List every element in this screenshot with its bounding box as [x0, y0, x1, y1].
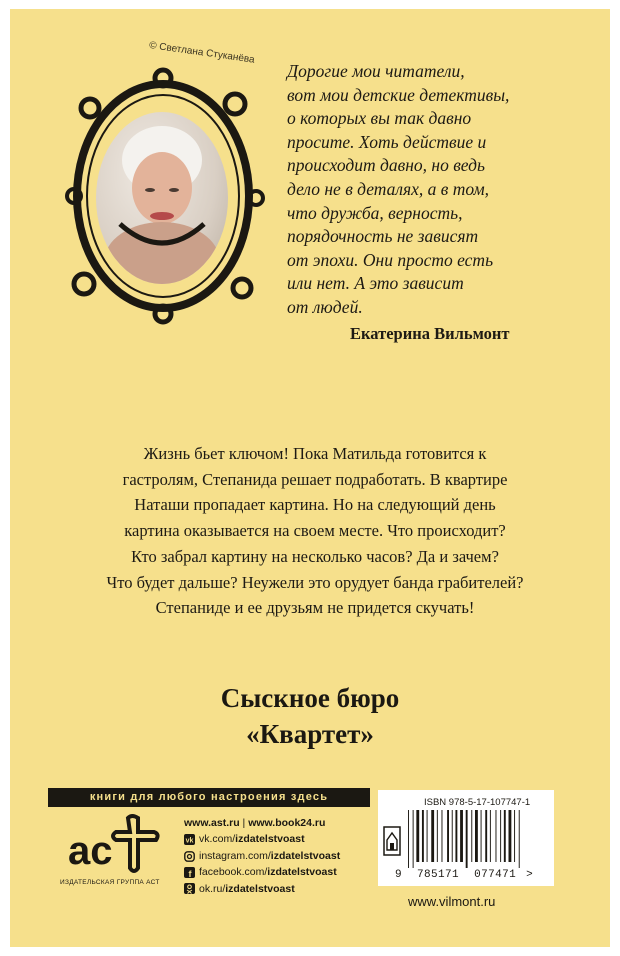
instagram-icon: [184, 851, 195, 862]
barcode-bar: [509, 810, 512, 862]
quote-line: порядочность не зависят: [287, 226, 479, 247]
ean-first-digit: 9: [395, 869, 403, 881]
barcode-bar: [475, 810, 478, 862]
barcode-bar: [490, 810, 491, 862]
barcode-bar: [447, 810, 449, 862]
social-prefix: ok.ru/: [199, 882, 226, 895]
annotation-line: Что будет дальше? Неужели это орудует банда грабителей?: [106, 572, 524, 592]
annotation-line: гастролям, Степанида решает подработать. В квартире: [122, 469, 508, 489]
author-website[interactable]: www.vilmont.ru: [408, 894, 496, 909]
annotation-line: Жизнь бьет ключом! Пока Матильда готовится к: [143, 444, 487, 463]
barcode-bar: [427, 810, 428, 862]
publisher-sites: [184, 815, 340, 831]
barcode-bar: [466, 810, 468, 868]
quote-line: от эпохи. Они просто есть: [287, 249, 494, 270]
isbn-text: ISBN 978-5-17-107747-1: [424, 797, 531, 808]
barcode-bar: [514, 810, 515, 862]
social-prefix: vk.com/: [199, 833, 236, 846]
photo-credit: © Светлана Стуканёва: [148, 40, 256, 66]
site-separator: |: [239, 817, 249, 829]
barcode-bar: [416, 810, 419, 862]
annotation-line: Наташи пропадает картина. Но на следующий день: [134, 495, 496, 515]
svg-text:ac: ac: [68, 829, 113, 873]
book-title: [160, 680, 460, 752]
divider-line: [48, 806, 370, 807]
ean-end-marker: >: [526, 869, 534, 881]
barcode-bar: [437, 810, 438, 862]
social-prefix: instagram.com/: [199, 849, 271, 862]
barcode-icon: [406, 810, 546, 872]
author-quote: [287, 60, 587, 320]
barcode-digits: [395, 869, 533, 881]
ean-group-left: 785171: [417, 869, 460, 881]
book-title-line2: «Квартет»: [246, 719, 374, 749]
barcode-bar: [422, 810, 424, 862]
barcode-bar: [413, 810, 414, 868]
barcode-bar: [471, 810, 472, 862]
barcode-bar: [455, 810, 457, 862]
odnoklassniki-icon: [184, 883, 195, 894]
quote-line: происходит давно, но ведь: [287, 155, 485, 176]
svg-text:vk: vk: [185, 837, 194, 845]
barcode-bar: [442, 810, 443, 862]
quote-line: просите. Хоть действие и: [287, 131, 487, 152]
barcode-bar: [408, 810, 409, 868]
vk-icon: [184, 834, 195, 845]
quote-line: дело не в деталях, а в том,: [287, 178, 490, 199]
author-portrait: [96, 112, 228, 284]
quote-line: что дружба, верность,: [287, 202, 463, 223]
ast-logo-icon: [62, 812, 172, 882]
social-handle: izdatelstvoast: [235, 833, 305, 846]
quote-line: о которых вы так давно: [287, 108, 472, 129]
social-handle: izdatelstvoast: [270, 849, 341, 862]
barcode-bar: [460, 810, 463, 862]
book-title-line1: Сыскное бюро: [220, 683, 400, 713]
social-link-facebook[interactable]: [184, 864, 340, 880]
facebook-icon: [184, 867, 195, 878]
quote-line: Дорогие мои читатели,: [287, 61, 465, 81]
ean-group-right: 077471: [474, 869, 517, 881]
author-portrait-drawing: [96, 112, 228, 284]
barcode-bar: [485, 810, 487, 862]
annotation-line: картина оказывается на своем месте. Что происходит?: [124, 521, 506, 541]
social-handle: izdatelstvoast: [225, 882, 295, 895]
annotation-line: Степаниде и ее друзьям не придется скучать!: [155, 598, 475, 618]
site-ast-link[interactable]: www.ast.ru: [184, 817, 240, 829]
social-handle: izdatelstvoast: [267, 866, 337, 879]
publisher-tagline: книги для любого настроения здесь: [48, 788, 370, 806]
barcode-bar: [481, 810, 482, 862]
social-prefix: facebook.com/: [199, 866, 268, 879]
annotation-line: Кто забрал картину на несколько часов? Да и зачем?: [131, 546, 499, 566]
barcode-bar: [504, 810, 506, 862]
barcode-bar: [431, 810, 434, 862]
house-sign-icon: [383, 826, 401, 856]
publisher-group-label: ИЗДАТЕЛЬСКАЯ ГРУППА АСТ: [60, 879, 160, 886]
social-link-odnoklassniki[interactable]: [184, 881, 340, 897]
barcode-bar: [452, 810, 453, 862]
social-link-vk[interactable]: [184, 831, 340, 847]
barcode-bar: [519, 810, 520, 868]
quote-line: вот мои детские детективы,: [287, 84, 510, 105]
social-link-instagram[interactable]: [184, 848, 340, 864]
barcode-bar: [500, 810, 501, 862]
quote-author: Екатерина Вильмонт: [350, 324, 510, 343]
book-annotation: [60, 441, 570, 621]
publisher-links: [184, 815, 340, 897]
svg-text:f: f: [188, 868, 192, 878]
barcode-bar: [496, 810, 497, 862]
quote-line: от людей.: [287, 296, 363, 317]
site-book24-link[interactable]: www.book24.ru: [248, 817, 326, 829]
quote-line: или нет. А это зависит: [287, 273, 464, 294]
